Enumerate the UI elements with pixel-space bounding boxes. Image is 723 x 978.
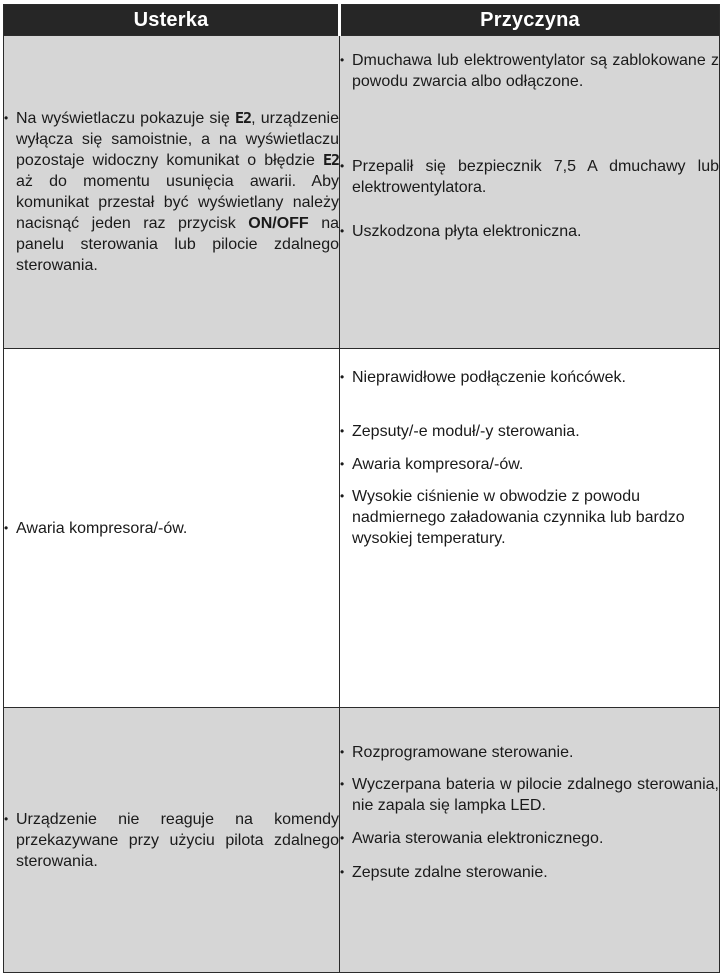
table-row [4,349,720,708]
list-item [4,809,339,872]
bullet: • [4,520,9,535]
symptom-text: Awaria kompresora/-ów. [16,519,188,537]
symptom-cell [4,708,340,973]
cause-text: Nieprawidłowe podłączenie końcówek. [352,369,626,386]
header-cause: Przyczyna [340,5,720,36]
bullet: • [340,865,345,879]
cause-text: Uszkodzona płyta elektroniczna. [352,223,582,240]
list-item [340,774,719,816]
text-part: na panelu sterowania lub pilocie zdalnego sterowania. [16,215,339,274]
table-row [4,708,720,973]
bullet: • [340,224,345,238]
header-symptom: Usterka [4,5,340,36]
text-part: Na wyświetlaczu pokazuje się [16,110,236,127]
list-item [340,156,719,198]
list-item [340,828,719,849]
bullet: • [340,489,345,503]
list-item [340,742,719,763]
text-part: , urządzenie wyłącza się samoistnie, a na wyświetlaczu pozostaje widoczny komunikat o błędzie [16,110,339,169]
bullet: • [340,777,345,791]
bullet: • [340,53,345,67]
cause-text: Zepsute zdalne sterowanie. [352,864,548,881]
cause-text: Dmuchawa lub elektrowentylator są zablokowane z powodu zwarcia albo odłączone. [352,52,719,90]
fault-table [3,4,720,973]
header-row [4,5,720,36]
cause-text: Awaria kompresora/-ów. [352,456,524,473]
table-row [4,36,720,349]
causes-cell [340,36,720,349]
causes-cell [340,708,720,973]
list-item [340,50,719,92]
bullet: • [340,159,345,173]
list-item [340,421,719,442]
list-item [340,367,719,388]
symptom-cell [4,36,340,349]
error-code: E2 [235,109,252,127]
bullet: • [340,831,345,845]
bullet: • [340,424,345,438]
bullet: • [340,745,345,759]
bullet: • [340,457,345,471]
symptom-text [16,108,339,276]
list-item [340,221,719,242]
symptom-text: Urządzenie nie reaguje na komendy przekazywane przy użyciu pilota zdalnego sterowania. [16,810,339,870]
bullet: • [4,111,9,125]
list-item [340,862,719,883]
cause-text: Wyczerpana bateria w pilocie zdalnego sterowania, nie zapala się lampka LED. [352,776,719,814]
cause-text: Zepsuty/-e moduł/-y sterowania. [352,423,580,440]
causes-cell [340,349,720,708]
list-item [340,486,719,549]
cause-text: Rozprogramowane sterowanie. [352,744,574,761]
bullet: • [4,811,9,826]
list-item [4,518,339,539]
cause-text: Przepalił się bezpiecznik 7,5 A dmuchawy lub elektrowentylatora. [352,158,719,196]
cause-text: Awaria sterowania elektronicznego. [352,830,604,847]
list-item [4,108,339,276]
cause-text: Wysokie ciśnienie w obwodzie z powodu nadmiernego załadowania czynnika lub bardzo wysokiej temperatury. [352,488,685,547]
bullet: • [340,370,345,384]
symptom-cell [4,349,340,708]
list-item [340,454,719,475]
error-code: E2 [322,151,339,169]
text-part: aż do momentu usunięcia awarii. Aby komunikat przestał być wyświetlany należy nacisnąć jeden raz przycisk [16,173,339,232]
button-name: ON/OFF [248,215,309,232]
